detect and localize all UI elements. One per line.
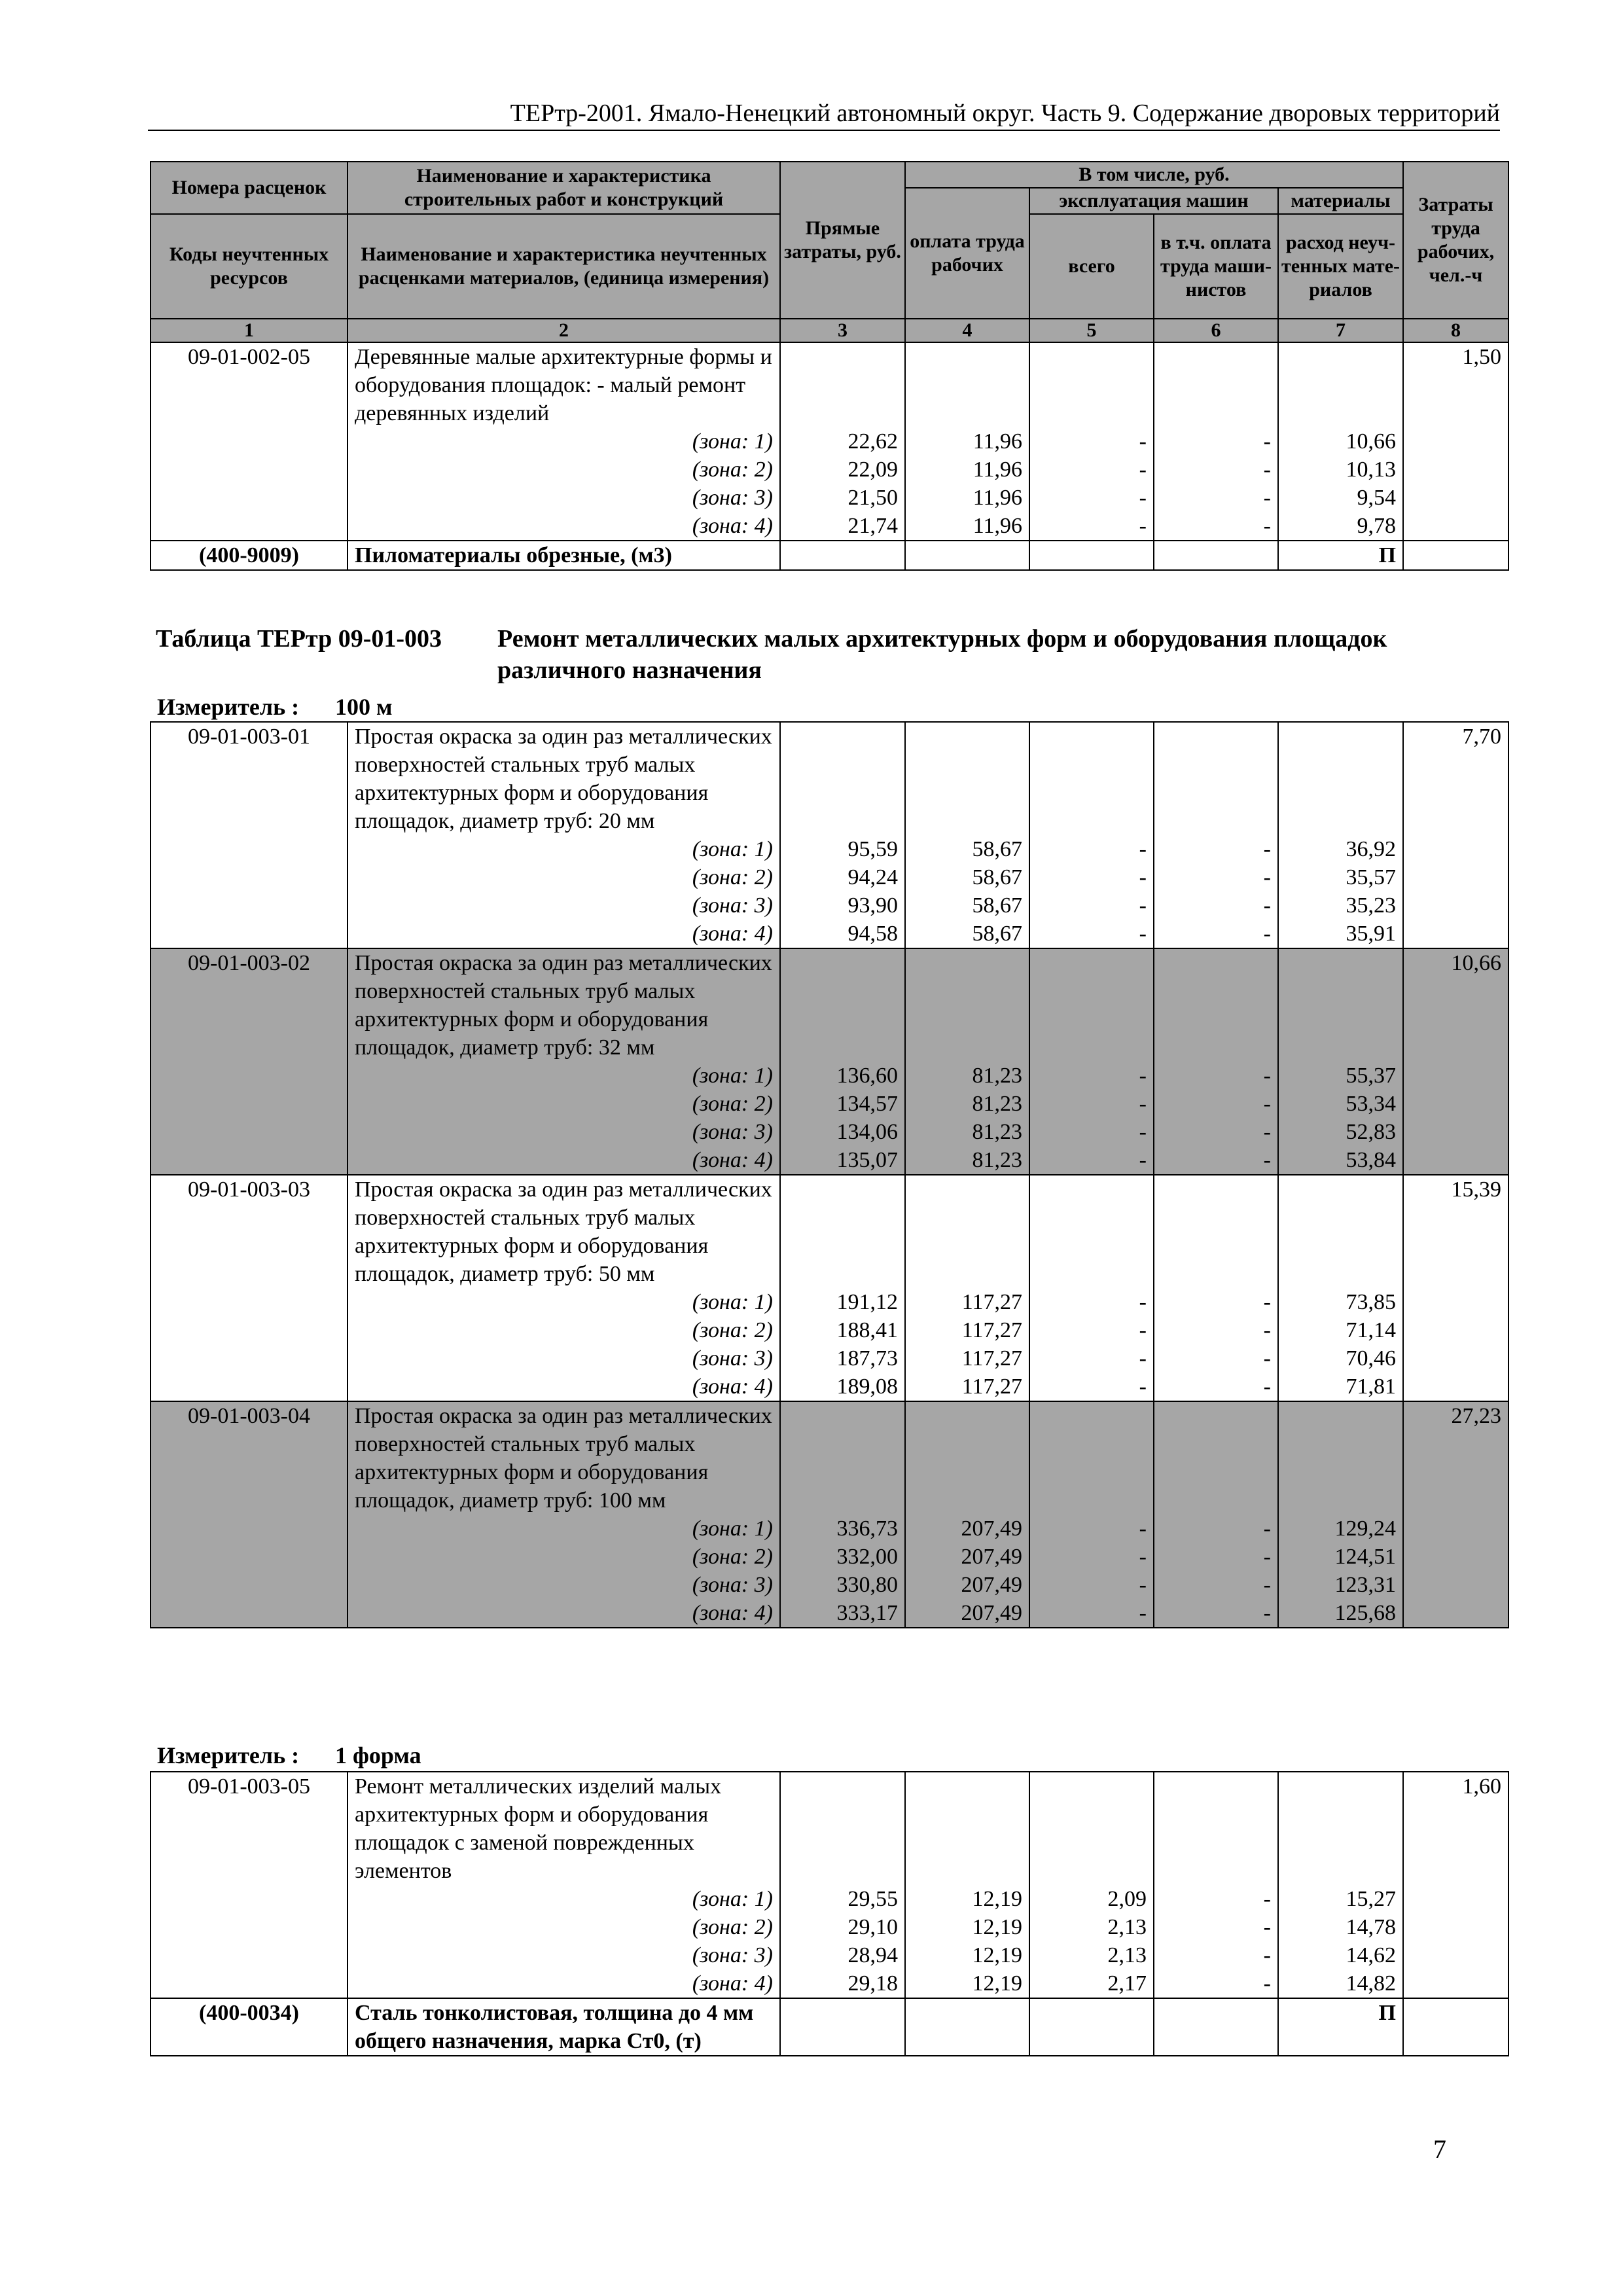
zone-label: (зона: 3) [348, 1571, 780, 1599]
rate-description: Простая окраска за один раз металлических поверхностей стальных труб малых архитектурных форм и оборудования площадок, диаметр труб: 100 мм [348, 1401, 780, 1515]
machines-labor: - [1154, 1316, 1278, 1344]
meter-label: Измеритель : [157, 694, 300, 720]
resource-mark: П [1278, 541, 1403, 570]
machines-labor: - [1154, 1599, 1278, 1628]
direct-cost: 22,62 [780, 427, 905, 456]
materials-value: 71,81 [1278, 1372, 1403, 1401]
resource-row [151, 1998, 1508, 2056]
zone-label: (зона: 1) [348, 1515, 780, 1543]
machines-header: эксплуатация машин [1029, 188, 1278, 214]
zone-row [151, 1885, 1508, 1913]
labor-pay: 117,27 [905, 1344, 1029, 1372]
zone-row [151, 1543, 1508, 1571]
zone-label: (зона: 4) [348, 1146, 780, 1175]
materials-value: 70,46 [1278, 1344, 1403, 1372]
labor-pay: 81,23 [905, 1090, 1029, 1118]
machines-total: - [1029, 1571, 1154, 1599]
empty-cell [780, 342, 905, 427]
machines-total: - [1029, 484, 1154, 512]
direct-cost: 29,10 [780, 1913, 905, 1941]
col-number: 3 [780, 319, 905, 342]
rate-description: Простая окраска за один раз металлических поверхностей стальных труб малых архитектурных форм и оборудования площадок, диаметр труб: 20 мм [348, 722, 780, 835]
machines-total: - [1029, 1062, 1154, 1090]
empty-cell [1154, 1772, 1278, 1885]
zone-row [151, 1599, 1508, 1628]
empty-cell [905, 722, 1029, 835]
materials-value: 9,78 [1278, 512, 1403, 541]
zone-row [151, 1344, 1508, 1372]
direct-cost: 28,94 [780, 1941, 905, 1969]
zone-row [151, 1515, 1508, 1543]
table-row [151, 1772, 1508, 1885]
rate-code: 09-01-003-03 [151, 1175, 348, 1401]
zone-row [151, 920, 1508, 948]
direct-cost: 333,17 [780, 1599, 905, 1628]
zone-label: (зона: 1) [348, 1885, 780, 1913]
table-row [151, 948, 1508, 1062]
empty-cell [1029, 342, 1154, 427]
machines-labor: - [1154, 1062, 1278, 1090]
materials-value: 71,14 [1278, 1316, 1403, 1344]
direct-cost: 135,07 [780, 1146, 905, 1175]
empty-cell [905, 342, 1029, 427]
empty-cell [780, 541, 905, 570]
rate-code: 09-01-002-05 [151, 342, 348, 541]
labor-pay: 117,27 [905, 1288, 1029, 1316]
machines-total: - [1029, 512, 1154, 541]
materials-value: 14,78 [1278, 1913, 1403, 1941]
rates-table-top [150, 161, 1509, 571]
machines-total: - [1029, 1599, 1154, 1628]
materials-value: 14,82 [1278, 1969, 1403, 1998]
empty-cell [780, 948, 905, 1062]
machines-total: 2,13 [1029, 1913, 1154, 1941]
empty-cell [1154, 1401, 1278, 1515]
direct-cost: 330,80 [780, 1571, 905, 1599]
meter-value: 1 форма [335, 1742, 421, 1768]
empty-cell [1278, 722, 1403, 835]
materials-value: 35,57 [1278, 863, 1403, 891]
zone-row [151, 456, 1508, 484]
empty-cell [905, 1998, 1029, 2056]
col1-bottom-header: Коды неучтенных ресурсов [151, 214, 348, 319]
materials-header: материалы [1278, 188, 1403, 214]
zone-label: (зона: 3) [348, 1118, 780, 1146]
zone-row [151, 1969, 1508, 1998]
machines-total: - [1029, 1288, 1154, 1316]
machines-total-header: всего [1029, 214, 1154, 319]
col-number: 2 [348, 319, 780, 342]
labor-pay: 58,67 [905, 920, 1029, 948]
materials-value: 15,27 [1278, 1885, 1403, 1913]
col-number: 6 [1154, 319, 1278, 342]
materials-value: 125,68 [1278, 1599, 1403, 1628]
materials-value: 35,23 [1278, 891, 1403, 920]
zone-label: (зона: 4) [348, 920, 780, 948]
table-caption-code: Таблица ТЕРтр 09-01-003 [156, 625, 442, 653]
table-caption-title: Ремонт металлических малых архитектурных форм и оборудования площадок различного назначения [497, 625, 1387, 684]
labor-value: 1,60 [1403, 1772, 1508, 1998]
direct-cost: 136,60 [780, 1062, 905, 1090]
empty-cell [1029, 722, 1154, 835]
materials-value: 129,24 [1278, 1515, 1403, 1543]
zone-label: (зона: 1) [348, 1288, 780, 1316]
machines-labor: - [1154, 835, 1278, 863]
zone-label: (зона: 4) [348, 1969, 780, 1998]
labor-pay: 12,19 [905, 1941, 1029, 1969]
empty-cell [1154, 1998, 1278, 2056]
zone-row [151, 863, 1508, 891]
zone-row [151, 1090, 1508, 1118]
meter-label: Измеритель : [157, 1742, 300, 1768]
machines-labor: - [1154, 1941, 1278, 1969]
zone-row [151, 1118, 1508, 1146]
machines-total: - [1029, 1316, 1154, 1344]
empty-cell [1278, 342, 1403, 427]
resource-mark: П [1278, 1998, 1403, 2056]
machines-total: - [1029, 920, 1154, 948]
empty-cell [780, 1772, 905, 1885]
machines-total: - [1029, 456, 1154, 484]
machines-labor: - [1154, 1515, 1278, 1543]
empty-cell [1403, 541, 1508, 570]
machines-total: - [1029, 427, 1154, 456]
col2-top-header: Наименование и характеристика строительных работ и конструкций [348, 162, 780, 214]
direct-cost: 332,00 [780, 1543, 905, 1571]
labor-pay: 58,67 [905, 835, 1029, 863]
machines-total: - [1029, 1118, 1154, 1146]
empty-cell [1278, 1772, 1403, 1885]
zone-row [151, 891, 1508, 920]
machines-total: - [1029, 1344, 1154, 1372]
labor-value: 7,70 [1403, 722, 1508, 948]
table-row [151, 342, 1508, 427]
machines-total: 2,13 [1029, 1941, 1154, 1969]
zone-label: (зона: 1) [348, 835, 780, 863]
rate-code: 09-01-003-04 [151, 1401, 348, 1628]
resource-name: Пиломатериалы обрезные, (м3) [348, 541, 780, 570]
labor-pay: 207,49 [905, 1543, 1029, 1571]
labor-pay: 11,96 [905, 484, 1029, 512]
zone-row [151, 1941, 1508, 1969]
machines-total: - [1029, 1146, 1154, 1175]
direct-cost: 94,58 [780, 920, 905, 948]
zone-label: (зона: 2) [348, 1316, 780, 1344]
materials-value: 55,37 [1278, 1062, 1403, 1090]
machines-labor: - [1154, 1118, 1278, 1146]
machines-total: - [1029, 835, 1154, 863]
direct-cost: 134,57 [780, 1090, 905, 1118]
machines-labor: - [1154, 1913, 1278, 1941]
materials-value: 14,62 [1278, 1941, 1403, 1969]
zone-label: (зона: 3) [348, 891, 780, 920]
labor-pay-header: оплата труда рабочих [905, 188, 1029, 319]
labor-pay: 58,67 [905, 891, 1029, 920]
table-row [151, 1401, 1508, 1515]
zone-label: (зона: 2) [348, 1090, 780, 1118]
zone-label: (зона: 4) [348, 1372, 780, 1401]
empty-cell [1403, 1998, 1508, 2056]
rate-code: 09-01-003-02 [151, 948, 348, 1175]
page-number: 7 [1433, 2134, 1446, 2164]
labor-pay: 207,49 [905, 1515, 1029, 1543]
zone-label: (зона: 2) [348, 456, 780, 484]
resource-name: Сталь тонколистовая, толщина до 4 мм общего назначения, марка Ст0, (т) [348, 1998, 780, 2056]
empty-cell [1029, 948, 1154, 1062]
empty-cell [905, 1401, 1029, 1515]
materials-value: 10,13 [1278, 456, 1403, 484]
machines-labor: - [1154, 1969, 1278, 1998]
zone-label: (зона: 4) [348, 512, 780, 541]
meter-value: 100 м [335, 694, 393, 720]
empty-cell [1029, 1401, 1154, 1515]
direct-cost: 21,50 [780, 484, 905, 512]
materials-value: 52,83 [1278, 1118, 1403, 1146]
machines-total: - [1029, 1515, 1154, 1543]
labor-pay: 12,19 [905, 1969, 1029, 1998]
machines-total: - [1029, 1372, 1154, 1401]
rate-description: Деревянные малые архитектурные формы и оборудования площадок: - малый ремонт деревянных изделий [348, 342, 780, 427]
zone-row [151, 484, 1508, 512]
col2-bottom-header: Наименование и характеристика неучтенных расценками материалов, (единица измерения) [348, 214, 780, 319]
zone-label: (зона: 1) [348, 1062, 780, 1090]
zone-label: (зона: 2) [348, 1913, 780, 1941]
machines-total: 2,17 [1029, 1969, 1154, 1998]
zone-row [151, 1913, 1508, 1941]
machines-labor: - [1154, 456, 1278, 484]
empty-cell [1029, 1998, 1154, 2056]
materials-value: 73,85 [1278, 1288, 1403, 1316]
zone-label: (зона: 1) [348, 427, 780, 456]
direct-cost: 191,12 [780, 1288, 905, 1316]
zone-label: (зона: 2) [348, 1543, 780, 1571]
machines-labor: - [1154, 1571, 1278, 1599]
zone-row [151, 1146, 1508, 1175]
empty-cell [1278, 1175, 1403, 1288]
zone-label: (зона: 2) [348, 863, 780, 891]
rate-description: Простая окраска за один раз металлических поверхностей стальных труб малых архитектурных форм и оборудования площадок, диаметр труб: 50 мм [348, 1175, 780, 1288]
machines-labor: - [1154, 484, 1278, 512]
rate-code: 09-01-003-05 [151, 1772, 348, 1998]
col-number: 8 [1403, 319, 1508, 342]
materials-value: 10,66 [1278, 427, 1403, 456]
resource-code: (400-9009) [151, 541, 348, 570]
direct-cost: 134,06 [780, 1118, 905, 1146]
labor-pay: 11,96 [905, 512, 1029, 541]
labor-pay: 11,96 [905, 456, 1029, 484]
empty-cell [780, 1175, 905, 1288]
machines-labor: - [1154, 1372, 1278, 1401]
labor-costs-header: Затраты труда рабочих, чел.-ч [1403, 162, 1508, 319]
resource-row [151, 541, 1508, 570]
machines-labor-header: в т.ч. оплата труда маши-нистов [1154, 214, 1278, 319]
table-row [151, 1175, 1508, 1288]
zone-row [151, 835, 1508, 863]
labor-value: 27,23 [1403, 1401, 1508, 1628]
empty-cell [1154, 541, 1278, 570]
rate-description: Ремонт металлических изделий малых архитектурных форм и оборудования площадок с заменой поврежденных элементов [348, 1772, 780, 1885]
materials-value: 35,91 [1278, 920, 1403, 948]
machines-labor: - [1154, 1090, 1278, 1118]
machines-labor: - [1154, 863, 1278, 891]
labor-pay: 12,19 [905, 1885, 1029, 1913]
zone-label: (зона: 4) [348, 1599, 780, 1628]
zone-row [151, 512, 1508, 541]
direct-cost: 94,24 [780, 863, 905, 891]
machines-total: - [1029, 863, 1154, 891]
empty-cell [1154, 342, 1278, 427]
labor-pay: 81,23 [905, 1118, 1029, 1146]
labor-pay: 12,19 [905, 1913, 1029, 1941]
direct-costs-header: Прямые затраты, руб. [780, 162, 905, 319]
direct-cost: 93,90 [780, 891, 905, 920]
materials-value: 9,54 [1278, 484, 1403, 512]
machines-labor: - [1154, 1344, 1278, 1372]
zone-row [151, 1288, 1508, 1316]
machines-labor: - [1154, 891, 1278, 920]
empty-cell [780, 1998, 905, 2056]
empty-cell [905, 1175, 1029, 1288]
direct-cost: 29,18 [780, 1969, 905, 1998]
direct-cost: 336,73 [780, 1515, 905, 1543]
labor-value: 1,50 [1403, 342, 1508, 541]
empty-cell [1278, 948, 1403, 1062]
empty-cell [1154, 1175, 1278, 1288]
zone-row [151, 1062, 1508, 1090]
zone-row [151, 1316, 1508, 1344]
direct-cost: 187,73 [780, 1344, 905, 1372]
zone-row [151, 427, 1508, 456]
rates-table-repair [150, 1771, 1509, 2056]
col1-top-header: Номера расценок [151, 162, 348, 214]
empty-cell [1029, 541, 1154, 570]
labor-pay: 117,27 [905, 1372, 1029, 1401]
empty-cell [780, 722, 905, 835]
zone-label: (зона: 3) [348, 1941, 780, 1969]
machines-labor: - [1154, 1885, 1278, 1913]
machines-labor: - [1154, 1288, 1278, 1316]
materials-value: 123,31 [1278, 1571, 1403, 1599]
direct-cost: 188,41 [780, 1316, 905, 1344]
direct-cost: 29,55 [780, 1885, 905, 1913]
incl-header: В том числе, руб. [905, 162, 1403, 188]
zone-label: (зона: 3) [348, 1344, 780, 1372]
labor-pay: 81,23 [905, 1062, 1029, 1090]
direct-cost: 189,08 [780, 1372, 905, 1401]
direct-cost: 22,09 [780, 456, 905, 484]
col-number: 7 [1278, 319, 1403, 342]
col-number: 4 [905, 319, 1029, 342]
labor-pay: 81,23 [905, 1146, 1029, 1175]
empty-cell [1029, 1175, 1154, 1288]
empty-cell [1154, 722, 1278, 835]
materials-value: 53,34 [1278, 1090, 1403, 1118]
direct-cost: 21,74 [780, 512, 905, 541]
running-header: ТЕРтр-2001. Ямало-Ненецкий автономный округ. Часть 9. Содержание дворовых территорий [148, 98, 1500, 131]
table-row [151, 722, 1508, 835]
machines-labor: - [1154, 1543, 1278, 1571]
materials-value: 124,51 [1278, 1543, 1403, 1571]
machines-labor: - [1154, 427, 1278, 456]
empty-cell [905, 1772, 1029, 1885]
machines-labor: - [1154, 920, 1278, 948]
machines-total: - [1029, 891, 1154, 920]
materials-value: 53,84 [1278, 1146, 1403, 1175]
rate-description: Простая окраска за один раз металлических поверхностей стальных труб малых архитектурных форм и оборудования площадок, диаметр труб: 32 мм [348, 948, 780, 1062]
machines-total: - [1029, 1543, 1154, 1571]
zone-row [151, 1571, 1508, 1599]
empty-cell [1029, 1772, 1154, 1885]
col-number: 1 [151, 319, 348, 342]
labor-value: 10,66 [1403, 948, 1508, 1175]
col-number: 5 [1029, 319, 1154, 342]
empty-cell [780, 1401, 905, 1515]
machines-labor: - [1154, 1146, 1278, 1175]
direct-cost: 95,59 [780, 835, 905, 863]
labor-pay: 117,27 [905, 1316, 1029, 1344]
rates-table-metal [150, 721, 1509, 1628]
empty-cell [905, 541, 1029, 570]
labor-pay: 207,49 [905, 1599, 1029, 1628]
machines-total: 2,09 [1029, 1885, 1154, 1913]
empty-cell [1154, 948, 1278, 1062]
labor-pay: 207,49 [905, 1571, 1029, 1599]
rate-code: 09-01-003-01 [151, 722, 348, 948]
zone-row [151, 1372, 1508, 1401]
labor-pay: 11,96 [905, 427, 1029, 456]
resource-code: (400-0034) [151, 1998, 348, 2056]
labor-value: 15,39 [1403, 1175, 1508, 1401]
materials-value: 36,92 [1278, 835, 1403, 863]
labor-pay: 58,67 [905, 863, 1029, 891]
machines-total: - [1029, 1090, 1154, 1118]
empty-cell [905, 948, 1029, 1062]
machines-labor: - [1154, 512, 1278, 541]
empty-cell [1278, 1401, 1403, 1515]
zone-label: (зона: 3) [348, 484, 780, 512]
materials-unacc-header: расход неуч-тенных мате-риалов [1278, 214, 1403, 319]
